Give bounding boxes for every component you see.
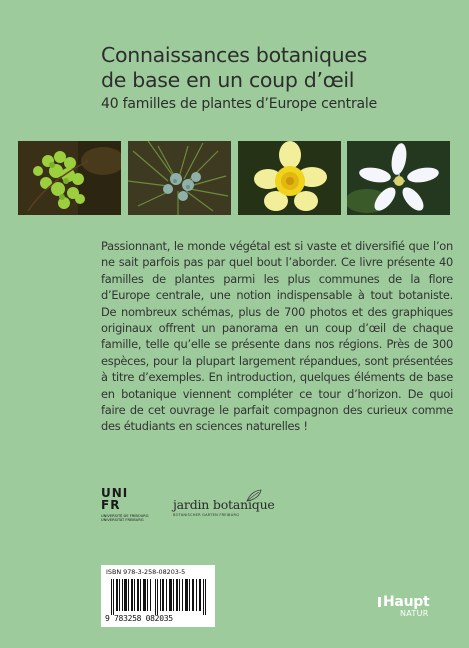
photo-daffodil (238, 141, 341, 215)
unifr-sub-line-1: UNIVERSITÉ DE FRIBOURG (101, 514, 149, 518)
publisher-mark-icon (378, 597, 381, 607)
unifr-sub-line-2: UNIVERSITÄT FREIBURG (101, 518, 144, 523)
photo-juniper (128, 141, 231, 215)
barcode-digits: 9 783258 082035 (105, 614, 173, 623)
book-subtitle: 40 familles de plantes d’Europe centrale (101, 96, 377, 112)
book-description: Passionnant, le monde végétal est si vaste et diversifié que l’on ne sait parfois pas par quel bout l’aborder. Ce livre présente 40 familles de plantes parmi les plus communes de la flore d’Europe centrale, une notion indispensable à tout botaniste. De nombreux schémas, plus de 700 photos et des graphiques originaux offrent un panorama en un coup d’œil de chaque famille, telle qu’elle se présente dans nos régions. Près de 300 espèces, pour la plupart largement répandues, sont présentées à titre d’exemples. En introduction, quelques éléments de base en botanique viennent compléter ce tour d’horizon. De quoi faire de cet ouvrage le parfait compagnon des curieux comme des étudiants en sciences naturelles ! (101, 239, 453, 434)
barcode-icon (111, 579, 209, 615)
jardin-sub: BOTANISCHER GARTEN FREIBURG (173, 513, 240, 517)
photo-star-flower (347, 141, 450, 215)
jardin-name: jardin botanique (173, 497, 275, 512)
book-title-line-2: de base en un coup d’œil (101, 68, 355, 92)
book-title (101, 43, 461, 93)
leaf-icon (245, 489, 265, 503)
unifr-logo-line-1: UNI (101, 486, 129, 500)
publisher-series: NATUR (400, 609, 429, 618)
isbn-number: ISBN 978-3-258-08203-5 (106, 568, 186, 576)
publisher-logo (378, 594, 452, 628)
isbn-barcode (101, 565, 215, 627)
book-title-line-1: Connaissances botaniques (101, 43, 368, 67)
photo-fern (18, 141, 121, 215)
photo-strip (18, 141, 450, 215)
unifr-logo (101, 487, 171, 535)
jardin-botanique-logo (173, 497, 283, 527)
publisher-name: Haupt (383, 594, 430, 610)
unifr-logo-line-2: FR (101, 498, 121, 512)
